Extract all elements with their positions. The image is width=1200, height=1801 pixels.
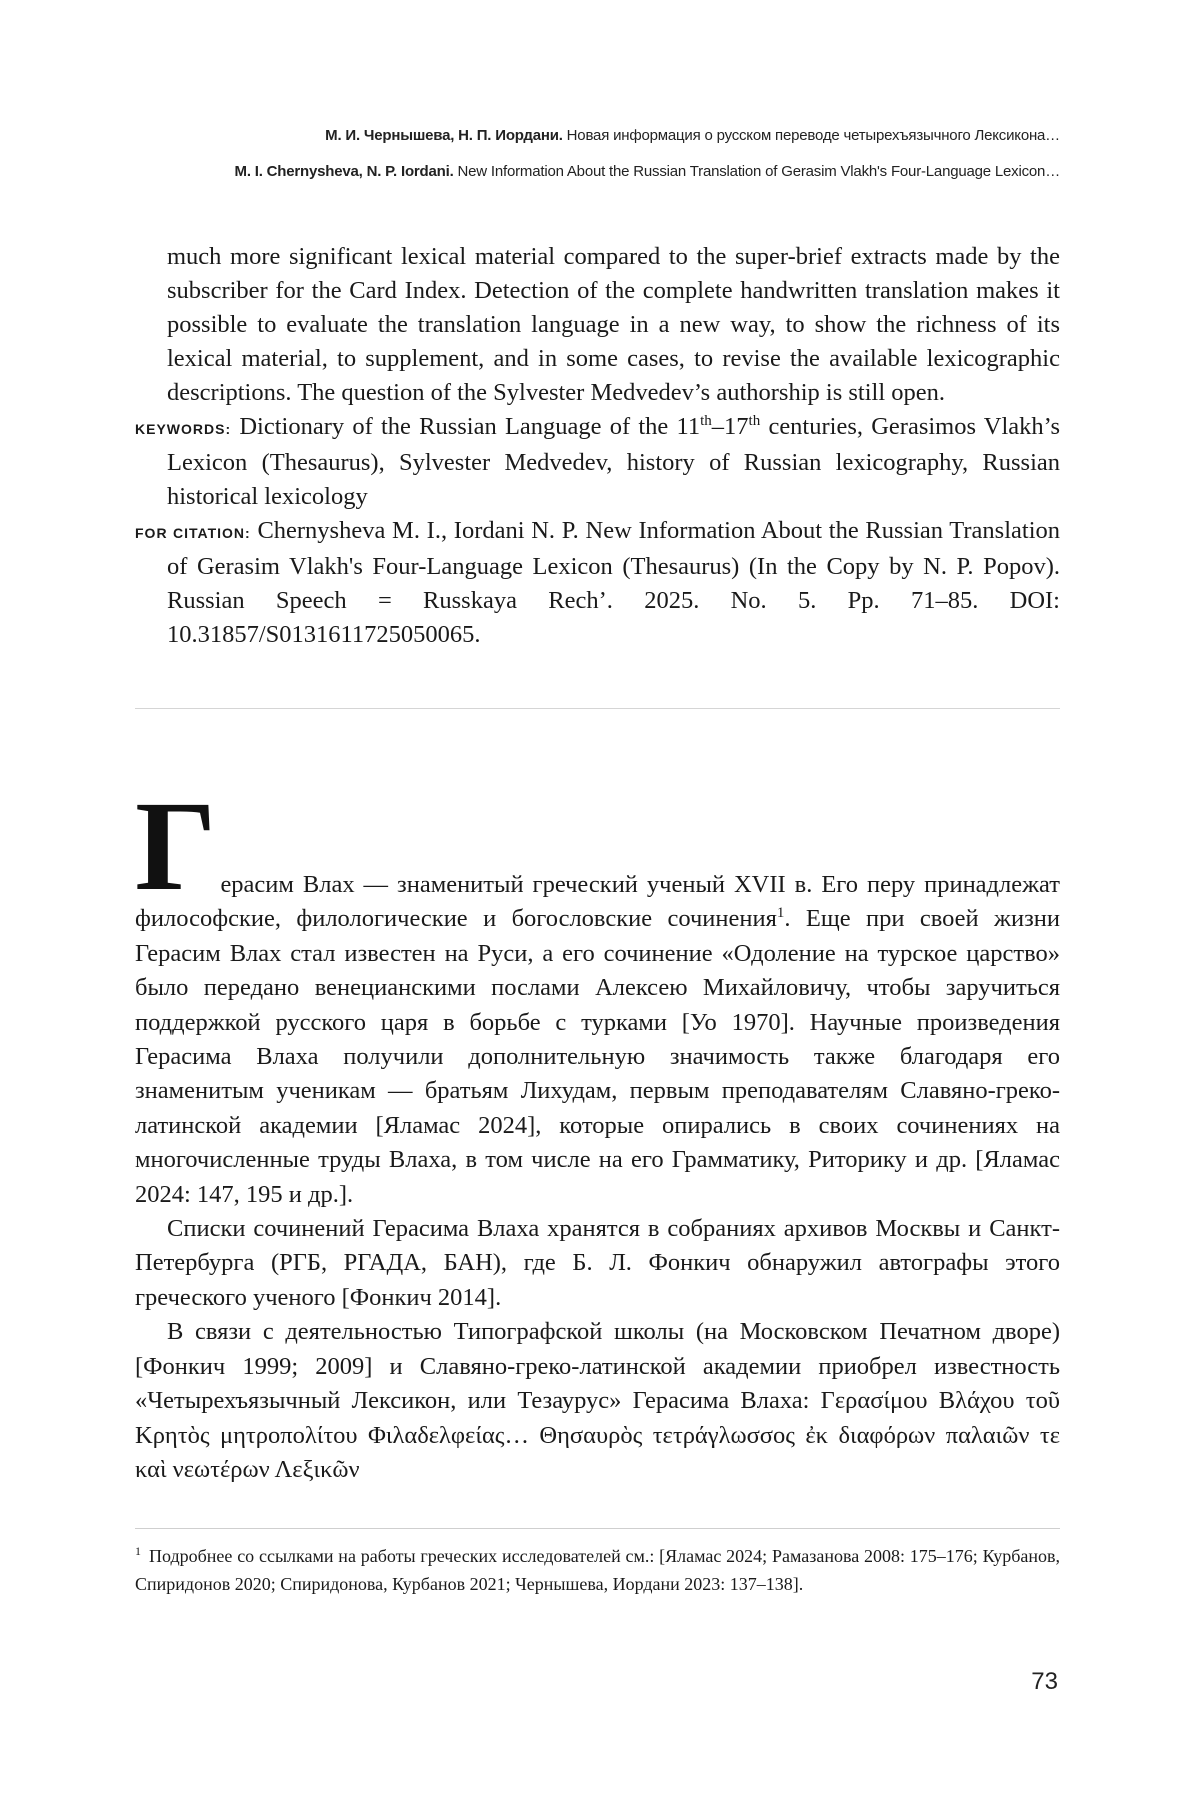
running-head-russian — [130, 127, 1060, 144]
keywords-text-2: –17 — [711, 413, 749, 440]
footnote-text: Подробнее со ссылками на работы греческих исследователей см.: [Яламас 2024; Рамазанова 2008: 175–176; Курбанов, Спиридонов 2020; Спиридонова, Курбанов 2021; Чернышева, Иордани 2023: 137–138]. — [135, 1546, 1060, 1594]
article-body — [135, 775, 1060, 1487]
paragraph-1 — [135, 775, 1060, 1212]
footnote-divider — [135, 1528, 1060, 1529]
footnote-1 — [135, 1542, 1060, 1598]
paragraph-3: В связи с деятельностью Типографской школы (на Московском Печатном дворе) [Фонкич 1999; 2009] и Славяно-греко-латинской академии приобрел известность «Четырехъязычный Лексикон, или Тезаурус» Герасима Влаха: Γερασίμου Βλάχου τοῦ Κρητὸς μητροπολίτου Φιλαδελφείας… Θησαυρὸς τετράγλωσσος ἐκ διαφόρων παλαιῶν τε καὶ νεωτέρων Λεξικῶν — [135, 1318, 1060, 1483]
citation-label: FOR CITATION: — [135, 525, 251, 541]
keywords-sup-1: th — [700, 412, 712, 429]
page-number: 73 — [1031, 1668, 1058, 1695]
running-head-authors-en: M. I. Chernysheva, N. P. Iordani. — [234, 163, 454, 180]
abstract-block — [135, 240, 1060, 652]
abstract-continuation: much more significant lexical material compared to the super-brief extracts made by the subscriber for the Card Index. Detection of the complete handwritten translation makes it possible to evaluate the translation language in a new way, to show the richness of its lexical material, to supplement, and in some cases, to revise the available lexicographic descriptions. The question of the Sylvester Medvedev’s authorship is still open. — [167, 243, 1060, 406]
citation — [135, 514, 1060, 652]
running-head-title-ru: Новая информация о русском переводе четырехъязычного Лексикона… — [566, 127, 1060, 144]
section-divider — [135, 708, 1060, 709]
drop-cap: Г — [135, 775, 217, 917]
keywords-label: KEYWORDS: — [135, 421, 232, 437]
running-head-title-en: New Information About the Russian Translation of Gerasim Vlakh's Four-Language Lexicon… — [457, 163, 1060, 180]
footnote-number: 1 — [135, 1544, 141, 1558]
citation-text: Chernysheva M. I., Iordani N. P. New Information About the Russian Translation of Gerasim Vlakh's Four-Language Lexicon (Thesaurus) (In the Copy by N. P. Popov). Russian Speech = Russkaya Rech’. 2025. No. 5. Pp. 71–85. DOI: 10.31857/S0131611725050065. — [167, 517, 1061, 648]
running-head-english — [130, 163, 1060, 180]
paragraph-1-rest: . Еще при своей жизни Герасим Влах стал известен на Руси, а его сочинение «Одоление на турское царство» было передано венецианскими послами Алексею Михайловичу, чтобы заручиться поддержкой русского царя в борьбе с турками [Уо 1970]. Научные произведения Герасима Влаха получили дополнительную значимость также благодаря его знаменитым ученикам — братьям Лихудам, первым преподавателям Славяно-греко-латинской академии [Яламас 2024], которые опирались в своих сочинениях на многочисленные труды Влаха, в том числе на его Грамматику, Риторику и др. [Яламас 2024: 147, 195 и др.]. — [135, 905, 1060, 1208]
keywords — [135, 410, 1060, 514]
running-head-authors-ru: М. И. Чернышева, Н. П. Иордани. — [325, 127, 563, 144]
paragraph-2: Списки сочинений Герасима Влаха хранятся в собраниях архивов Москвы и Санкт-Петербурга (РГБ, РГАДА, БАН), где Б. Л. Фонкич обнаружил автографы этого греческого ученого [Фонкич 2014]. — [135, 1215, 1060, 1311]
paragraph-1-text: ерасим Влах — знаменитый греческий ученый XVII в. Его перу принадлежат философские, филологические и богословские сочинения — [135, 871, 1060, 933]
keywords-sup-2: th — [748, 412, 761, 429]
footnote-ref-1[interactable]: 1 — [776, 905, 785, 922]
keywords-text-3: centuries, Gerasimos Vlakh’s Lexicon (Thesaurus), Sylvester Medvedev, history of Russian lexicography, Russian historical lexicology — [167, 413, 1060, 510]
keywords-text-1: Dictionary of the Russian Language of the 11 — [239, 413, 701, 440]
